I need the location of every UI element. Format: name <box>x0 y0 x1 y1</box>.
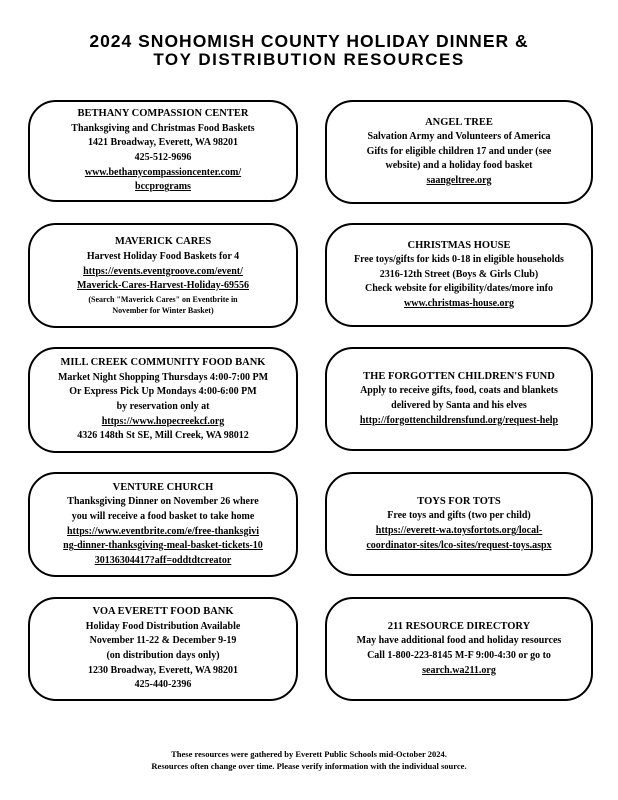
card-toys-for-tots <box>325 472 593 576</box>
card-description: Gifts for eligible children 17 and under (see <box>366 145 552 157</box>
card-link-continued[interactable]: bccprograms <box>135 181 191 193</box>
card-description: May have additional food and holiday resources <box>356 635 562 647</box>
card-link-continued[interactable]: Maverick-Cares-Harvest-Holiday-69556 <box>77 280 249 292</box>
card-description: Check website for eligibility/dates/more info <box>365 283 553 295</box>
card-name: 211 RESOURCE DIRECTORY <box>387 620 531 632</box>
card-voa-everett-food-bank <box>28 597 298 701</box>
card-name: VENTURE CHURCH <box>112 481 214 493</box>
card-name: BETHANY COMPASSION CENTER <box>77 108 249 120</box>
card-link[interactable]: saangeltree.org <box>426 174 492 186</box>
card-description: Apply to receive gifts, food, coats and blankets <box>360 385 558 397</box>
card-description: you will receive a food basket to take home <box>71 510 255 522</box>
card-phone: 425-512-9696 <box>134 152 192 163</box>
card-description: 2316-12th Street (Boys & Girls Club) <box>379 268 539 280</box>
card-description: Call 1-800-223-8145 M-F 9:00-4:30 or go to <box>367 650 551 661</box>
card-name: VOA EVERETT FOOD BANK <box>92 606 234 618</box>
page-subtitle: TOY DISTRIBUTION RESOURCES <box>153 50 465 69</box>
footer-note: These resources were gathered by Everett Public Schools mid-October 2024. <box>171 749 447 759</box>
card-link[interactable]: www.christmas-house.org <box>404 297 514 309</box>
card-mill-creek-food-bank <box>28 347 298 453</box>
card-name: CHRISTMAS HOUSE <box>407 239 511 251</box>
page-title: 2024 SNOHOMISH COUNTY HOLIDAY DINNER & <box>89 31 529 51</box>
card-description: Thanksgiving Dinner on November 26 where <box>67 496 259 508</box>
card-bethany-compassion-center <box>28 100 298 202</box>
card-address: 1230 Broadway, Everett, WA 98201 <box>87 664 238 676</box>
card-description: Or Express Pick Up Mondays 4:00-6:00 PM <box>69 386 257 398</box>
card-link[interactable]: https://everett-wa.toysfortots.org/local- <box>375 525 543 536</box>
footer-note: Resources often change over time. Please verify information with the individual source. <box>151 761 467 771</box>
card-name: TOYS FOR TOTS <box>417 495 501 507</box>
card-maverick-cares <box>28 223 298 328</box>
card-christmas-house <box>325 223 593 327</box>
card-note: (Search "Maverick Cares" on Eventbrite in <box>88 294 238 304</box>
card-name: MAVERICK CARES <box>114 236 212 248</box>
card-link[interactable]: www.bethanycompassioncenter.com/ <box>84 166 242 178</box>
card-address: 1421 Broadway, Everett, WA 98201 <box>87 137 238 149</box>
card-venture-church <box>28 472 298 577</box>
card-description: (on distribution days only) <box>106 650 220 661</box>
card-link-continued[interactable]: ng-dinner-thanksgiving-meal-basket-tickets-10 <box>63 540 263 552</box>
card-link-continued[interactable]: 30136304417?aff=oddtdtcreator <box>94 554 232 566</box>
card-description: Harvest Holiday Food Baskets for 4 <box>86 250 240 262</box>
card-name: ANGEL TREE <box>425 116 493 128</box>
card-description: Holiday Food Distribution Available <box>85 620 241 632</box>
card-link[interactable]: https://www.eventbrite.com/e/free-thanksgivi <box>66 525 259 537</box>
card-note: November for Winter Basket) <box>112 305 214 315</box>
card-description: Free toys and gifts (two per child) <box>387 510 531 522</box>
card-address: 4326 148th St SE, Mill Creek, WA 98012 <box>77 430 249 442</box>
card-name: THE FORGOTTEN CHILDREN'S FUND <box>363 370 555 382</box>
card-link[interactable]: https://events.eventgroove.com/event/ <box>83 265 243 277</box>
card-description: delivered by Santa and his elves <box>391 400 527 411</box>
card-name: MILL CREEK COMMUNITY FOOD BANK <box>60 357 266 369</box>
card-description: Free toys/gifts for kids 0-18 in eligible households <box>354 254 564 266</box>
card-phone: 425-440-2396 <box>134 679 192 691</box>
card-link[interactable]: https://www.hopecreekcf.org <box>101 415 225 427</box>
card-angel-tree <box>325 100 593 204</box>
card-description: Salvation Army and Volunteers of America <box>367 131 551 143</box>
card-description: Thanksgiving and Christmas Food Baskets <box>71 122 255 134</box>
card-description: website) and a holiday food basket <box>385 160 533 172</box>
card-description: by reservation only at <box>116 401 210 412</box>
card-link-continued[interactable]: coordinator-sites/lco-sites/request-toys.aspx <box>366 539 552 551</box>
card-211-resource-directory <box>325 597 593 701</box>
card-link[interactable]: search.wa211.org <box>422 664 496 676</box>
card-forgotten-childrens-fund <box>325 347 593 451</box>
card-link[interactable]: http://forgottenchildrensfund.org/request-help <box>359 414 559 426</box>
card-description: November 11-22 & December 9-19 <box>89 635 237 647</box>
card-description: Market Night Shopping Thursdays 4:00-7:00 PM <box>57 371 269 383</box>
